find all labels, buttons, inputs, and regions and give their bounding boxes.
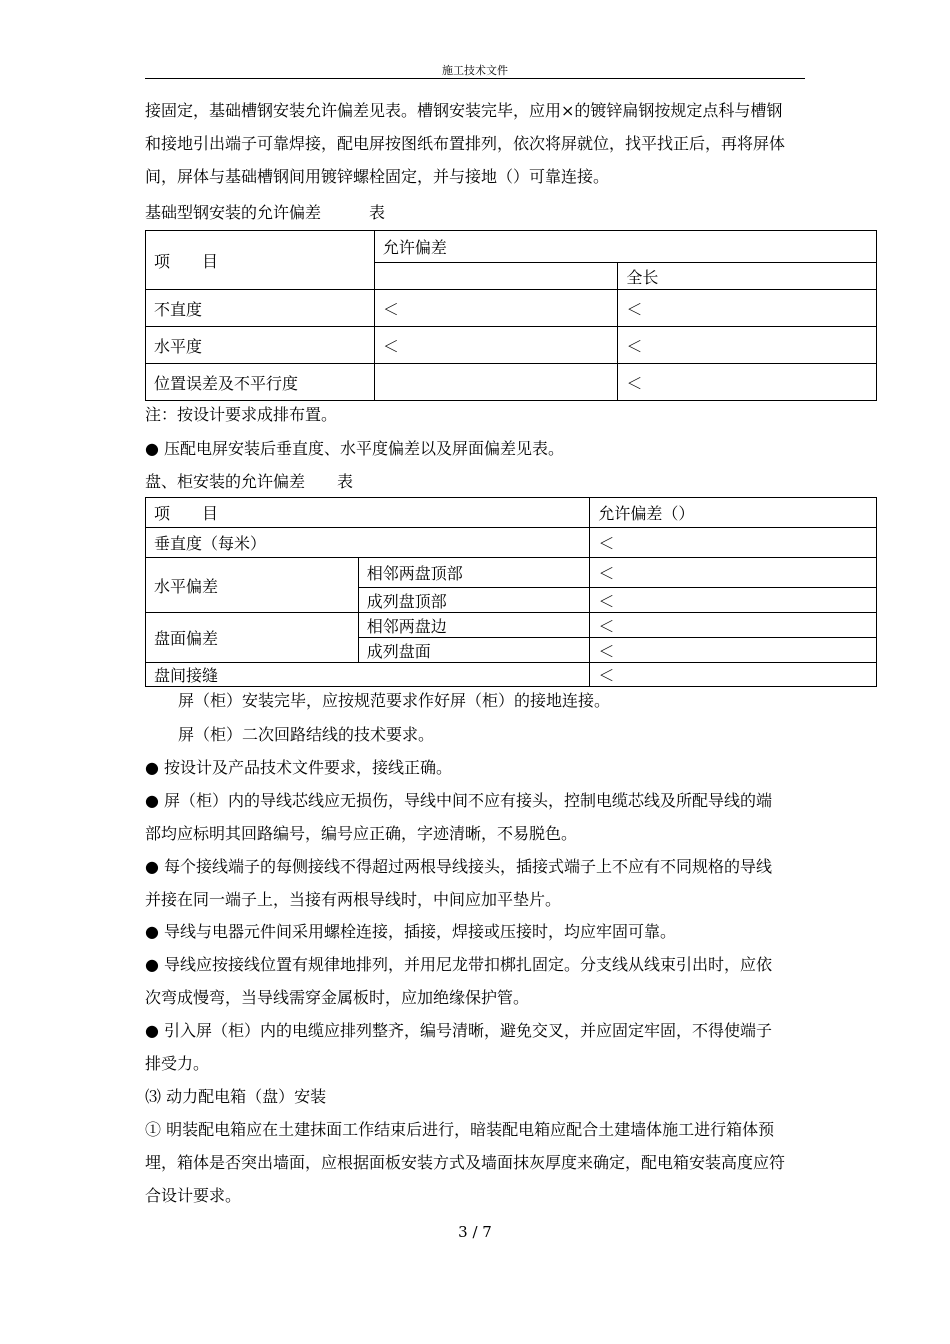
after-line-2: 屏（柜）二次回路结线的技术要求。 <box>178 725 435 744</box>
table1-row-v1: ＜ <box>374 290 618 327</box>
body-line-1: ● 按设计及产品技术文件要求，接线正确。 <box>145 758 453 777</box>
table2-row-sub: 相邻两盘边 <box>358 613 590 638</box>
header-divider <box>145 78 805 79</box>
table1-caption: 基础型钢安装的允许偏差 表 <box>145 203 386 222</box>
table1-row-v2: ＜ <box>618 327 877 364</box>
table2-group-level: 水平偏差 <box>146 558 359 613</box>
table2-row-value: ＜ <box>590 613 877 638</box>
table1-row-v2: ＜ <box>618 290 877 327</box>
table1-head-blank <box>374 263 618 290</box>
body-line-6: ● 导线与电器元件间采用螺栓连接，插接，焊接或压接时，均应牢固可靠。 <box>145 922 677 941</box>
table2-caption: 盘、柜安装的允许偏差 表 <box>145 472 354 491</box>
intro-line-3: 间，屏体与基础槽钢间用镀锌螺栓固定，并与接地（）可靠连接。 <box>145 167 610 186</box>
body-line-8: 次弯成慢弯，当导线需穿金属板时，应加绝缘保护管。 <box>145 988 530 1007</box>
table2-row-item: 盘间接缝 <box>146 663 590 687</box>
after-line-1: 屏（柜）安装完毕，应按规范要求作好屏（柜）的接地连接。 <box>178 691 611 710</box>
intro-line-1: 接固定，基础槽钢安装允许偏差见表。槽钢安装完毕，应用×的镀锌扁钢按规定点科与槽钢 <box>145 101 783 120</box>
table2-row-item: 垂直度（每米） <box>146 528 590 558</box>
page-number: 3 / 7 <box>458 1223 492 1241</box>
body-line-10: 排受力。 <box>145 1054 210 1073</box>
table2-head-item: 项 目 <box>146 498 590 528</box>
intro-line-2: 和接地引出端子可靠焊接，配电屏按图纸布置排列，依次将屏就位，找平找正后，再将屏体 <box>145 134 786 153</box>
body-line-12: ① 明装配电箱应在土建抹面工作结束后进行，暗装配电箱应配合土建墙体施工进行箱体预 <box>145 1120 775 1139</box>
steel-tolerance-table <box>145 230 877 401</box>
table2-row-value: ＜ <box>590 588 877 613</box>
bullet-screen: ● 压配电屏安装后垂直度、水平度偏差以及屏面偏差见表。 <box>145 439 565 458</box>
table1-row-v1 <box>374 364 618 401</box>
table2-row-value: ＜ <box>590 663 877 687</box>
table1-note: 注：按设计要求成排布置。 <box>145 405 338 424</box>
table1-row-item: 不直度 <box>146 290 375 327</box>
table1-row-item: 水平度 <box>146 327 375 364</box>
body-line-5: 并接在同一端子上，当接有两根导线时，中间应加平垫片。 <box>145 890 562 909</box>
table2-row-value: ＜ <box>590 558 877 588</box>
table2-row-sub: 成列盘顶部 <box>358 588 590 613</box>
body-line-2: ● 屏（柜）内的导线芯线应无损伤，导线中间不应有接头，控制电缆芯线及所配导线的端 <box>145 791 773 810</box>
body-line-9: ● 引入屏（柜）内的电缆应排列整齐，编号清晰，避免交叉，并应固定牢固，不得使端子 <box>145 1021 773 1040</box>
page-header: 施工技术文件 <box>442 64 508 77</box>
body-line-4: ● 每个接线端子的每侧接线不得超过两根导线接头，插接式端子上不应有不同规格的导线 <box>145 857 773 876</box>
table2-row-value: ＜ <box>590 638 877 663</box>
table1-head-item: 项 目 <box>146 231 375 290</box>
body-line-13: 埋，箱体是否突出墙面，应根据面板安装方式及墙面抹灰厚度来确定，配电箱安装高度应符 <box>145 1153 786 1172</box>
table1-head-allow: 允许偏差 <box>374 231 876 263</box>
table1-head-full: 全长 <box>618 263 877 290</box>
table2-row-sub: 相邻两盘顶部 <box>358 558 590 588</box>
table1-row-v1: ＜ <box>374 327 618 364</box>
table2-head-allow: 允许偏差（） <box>590 498 877 528</box>
table1-row-item: 位置误差及不平行度 <box>146 364 375 401</box>
table2-row-value: ＜ <box>590 528 877 558</box>
table2-group-face: 盘面偏差 <box>146 613 359 663</box>
body-line-14: 合设计要求。 <box>145 1186 242 1205</box>
table1-row-v2: ＜ <box>618 364 877 401</box>
body-line-3: 部均应标明其回路编号，编号应正确，字迹清晰，不易脱色。 <box>145 824 578 843</box>
body-line-7: ● 导线应按接线位置有规律地排列，并用尼龙带扣梆扎固定。分支线从线束引出时，应依 <box>145 955 773 974</box>
section-heading: ⑶ 动力配电箱（盘）安装 <box>145 1087 327 1106</box>
table2-row-sub: 成列盘面 <box>358 638 590 663</box>
panel-tolerance-table <box>145 497 877 687</box>
